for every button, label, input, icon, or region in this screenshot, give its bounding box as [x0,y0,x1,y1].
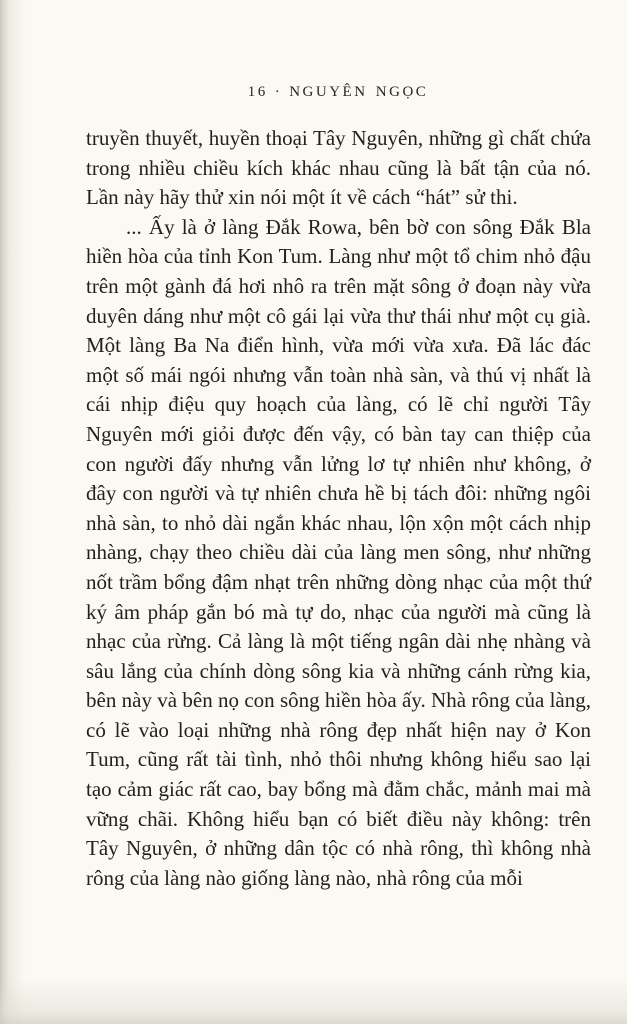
paragraph: ... Ấy là ở làng Đắk Rowa, bên bờ con sông Đắk Bla hiền hòa của tỉnh Kon Tum. Làng như một tổ chim nhỏ đậu trên một gành đá hơi nhô ra trên mặt sông ở đoạn này vừa duyên dáng như một cô gái lại vừa thư thái như một cụ già. Một làng Ba Na điển hình, vừa mới vừa xưa. Đã lác đác một số mái ngói nhưng vẫn toàn nhà sàn, và thú vị nhất là cái nhịp điệu quy hoạch của làng, có lẽ chỉ người Tây Nguyên mới giỏi được đến vậy, có bàn tay can thiệp của con người đấy nhưng vẫn lửng lơ tự nhiên như không, ở đây con người và tự nhiên chưa hề bị tách đôi: những ngôi nhà sàn, to nhỏ dài ngắn khác nhau, lộn xộn một cách nhịp nhàng, chạy theo chiều dài của làng men sông, như những nốt trầm bổng đậm nhạt trên những dòng nhạc của một thứ ký âm pháp gắn bó mà tự do, nhạc của người mà cũng là nhạc của rừng. Cả làng là một tiếng ngân dài nhẹ nhàng và sâu lắng của chính dòng sông kia và những cánh rừng kia, bên này và bên nọ con sông hiền hòa ấy. Nhà rông của làng, có lẽ vào loại những nhà rông đẹp nhất hiện nay ở Kon Tum, cũng rất tài tình, nhỏ thôi nhưng không hiểu sao lại tạo cảm giác rất cao, bay bổng mà đằm chắc, mảnh mai mà vững chãi. Không hiểu bạn có biết điều này không: trên Tây Nguyên, ở những dân tộc có nhà rông, thì không nhà rông của làng nào giống làng nào, nhà rông của mỗi [86,214,591,890]
author-name: NGUYÊN NGỌC [289,84,429,100]
page-header [86,84,590,101]
header-separator: · [274,84,283,100]
body-text [86,124,591,893]
page-number: 16 [247,84,268,100]
paragraph-continuation: truyền thuyết, huyền thoại Tây Nguyên, những gì chất chứa trong nhiều chiều kích khác nhau cũng là bất tận của nó. Lần này hãy thử xin nói một ít về cách “hát” sử thi. [86,126,591,210]
